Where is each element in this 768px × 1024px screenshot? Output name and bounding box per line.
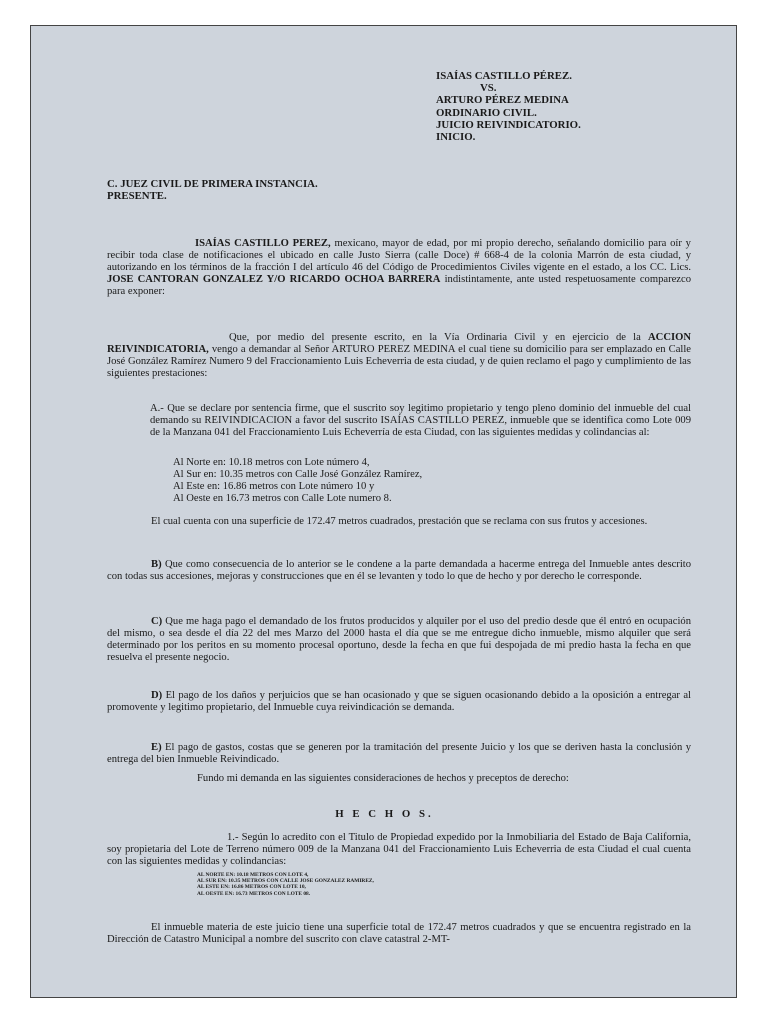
lawyers-names: JOSE CANTORAN GONZALEZ Y/O RICARDO OCHOA BARRERA <box>107 273 441 285</box>
boundary-west: Al Oeste en 16.73 metros con Calle Lote numero 8. <box>173 493 392 504</box>
case-type: JUICIO REIVINDICATORIO. <box>436 118 581 131</box>
fact-1 <box>107 832 691 868</box>
boundaries-list <box>173 457 422 505</box>
claim-e <box>107 742 691 766</box>
claim-b-text: Que como consecuencia de lo anterior se le condene a la parte demandada a hacerme entrega del Inmueble antes descrito con todas sus accesiones, mejoras y construcciones que en él se levanten y todo lo que de hecho y por derecho le corresponde. <box>107 559 691 582</box>
claim-b-label: B) <box>151 559 162 570</box>
claim-d-text: El pago de los daños y perjuicios que se han ocasionado y que se siguen ocasionando debido a la oposición a entregar al promovente y legitimo propietario, del Inmueble cuya reivindicación se demanda. <box>107 690 691 713</box>
addressee-presente: PRESENTE. <box>107 190 167 203</box>
claim-b <box>107 559 691 583</box>
action-text-1: Que, por medio del presente escrito, en la Vía Ordinaria Civil y en ejercicio de la <box>229 332 649 343</box>
versus-label: VS. <box>480 82 497 95</box>
grounds-intro-text: Fundo mi demanda en las siguientes consideraciones de hechos y preceptos de derecho: <box>197 773 569 784</box>
boundary-east: Al Este en: 16.86 metros con Lote número 10 y <box>173 481 375 492</box>
fact-2 <box>107 922 691 946</box>
grounds-intro <box>197 773 691 785</box>
fact-1-boundaries <box>197 872 374 897</box>
claim-e-label: E) <box>151 742 162 753</box>
claim-d <box>107 690 691 714</box>
claim-c-label: C) <box>151 616 163 627</box>
claim-c <box>107 616 691 664</box>
surface-paragraph <box>107 516 691 528</box>
defendant-name: ARTURO PÉREZ MEDINA <box>436 94 569 107</box>
fact-1-boundary-east: AL ESTE EN: 16.86 METROS CON LOTE 10, <box>197 884 306 891</box>
hechos-title: H E C H O S. <box>335 808 434 820</box>
document-page <box>30 25 737 998</box>
action-name: ACCION REIVINDICATORIA, <box>107 332 691 355</box>
intro-text-2: indistintamente, ante usted respetuosamente comparezco para exponer: <box>107 273 692 297</box>
addressee <box>107 178 318 202</box>
claim-d-label: D) <box>151 690 163 701</box>
claim-c-text: Que me haga pago el demandado de los frutos producidos y alquiler por el uso del predio desde que él entró en ocupación del mismo, o sea desde el día 22 del mes Marzo del 2000 hasta el día que se me entregue dicho inmueble, mismo alquiler que será determinado por los peritos en su momento procesal oportuno, desde la fecha en que fui despojada de mi predio hasta la fecha en que resuelva el presente negocio. <box>107 616 691 663</box>
claim-a-text: A.- Que se declare por sentencia firme, que el suscrito soy legitimo propietario y tengo pleno dominio del inmueble del cual demando su REIVINDICACION a favor del suscrito ISAÍAS CASTILLO PEREZ, inmueble que se identifica como Lote 009 de la Manzana 041 del Fraccionamiento Luis Echeverría de esta Ciudad, con las siguientes medidas y colindancias al: <box>150 403 691 438</box>
surface-text: El cual cuenta con una superficie de 172.47 metros cuadrados, prestación que se reclama con sus frutos y accesiones. <box>151 516 648 527</box>
action-paragraph <box>107 332 691 380</box>
case-caption <box>436 70 581 143</box>
claim-e-text: El pago de gastos, costas que se generen por la tramitación del presente Juicio y los que se deriven hasta la conclusión y entrega del bien Inmueble Reivindicado. <box>107 742 691 765</box>
fact-1-boundary-south: AL SUR EN: 10.35 METROS CON CALLE JOSE GONZALEZ RAMIREZ, <box>197 878 374 885</box>
plaintiff-intro-name: ISAÍAS CASTILLO PEREZ, <box>195 238 331 249</box>
fact-1-boundary-north: AL NORTE EN: 10.18 METROS CON LOTE 4, <box>197 872 309 878</box>
fact-1-text: 1.- Según lo acredito con el Titulo de Propiedad expedido por la Inmobiliaria del Estado de Baja California, soy propietaria del Lote de Terreno número 009 de la Manzana 041 del Fraccionamiento Luis Echeverria de esta Ciudad el cual cuenta con las siguientes medidas y colindancias: <box>107 832 691 867</box>
proceeding-type: ORDINARIO CIVIL. <box>436 106 537 119</box>
action-text-2: vengo a demandar al Señor ARTURO PEREZ MEDINA el cual tiene su domicilio para ser emplazado en Calle José González Ramírez Numero 9 del Fraccionamiento Luis Echeverria de esta ciudad, y de quien reclamo el pago y cumplimiento de las siguientes prestaciones: <box>107 343 691 379</box>
case-stage: INICIO. <box>436 131 476 144</box>
fact-2-text: El inmueble materia de este juicio tiene una superficie total de 172.47 metros cuadrados y que se encuentra registrado en la Dirección de Catastro Municipal a nombre del suscrito con clave catastral 2-MT- <box>107 922 691 945</box>
addressee-judge: C. JUEZ CIVIL DE PRIMERA INSTANCIA. <box>107 178 318 190</box>
claim-a <box>150 403 691 439</box>
boundary-north: Al Norte en: 10.18 metros con Lote número 4, <box>173 457 370 468</box>
fact-1-boundary-west: AL OESTE EN: 16.73 METROS CON LOTE 08. <box>197 890 311 897</box>
intro-paragraph <box>107 238 691 298</box>
intro-text-1: mexicano, mayor de edad, por mi propio derecho, señalando domicilio para oír y recibir toda clase de notificaciones el ubicado en calle Justo Sierra (calle Doce) # 668-4 de la colonia Marrón de esta ciudad, y autorizando en los términos de la fracción I del artículo 46 del Código de Procedimientos Civiles vigente en el estado, a los CC. Lics. <box>107 238 691 273</box>
boundary-south: Al Sur en: 10.35 metros con Calle José González Ramírez, <box>173 469 423 480</box>
plaintiff-name: ISAÍAS CASTILLO PÉREZ. <box>436 70 572 82</box>
